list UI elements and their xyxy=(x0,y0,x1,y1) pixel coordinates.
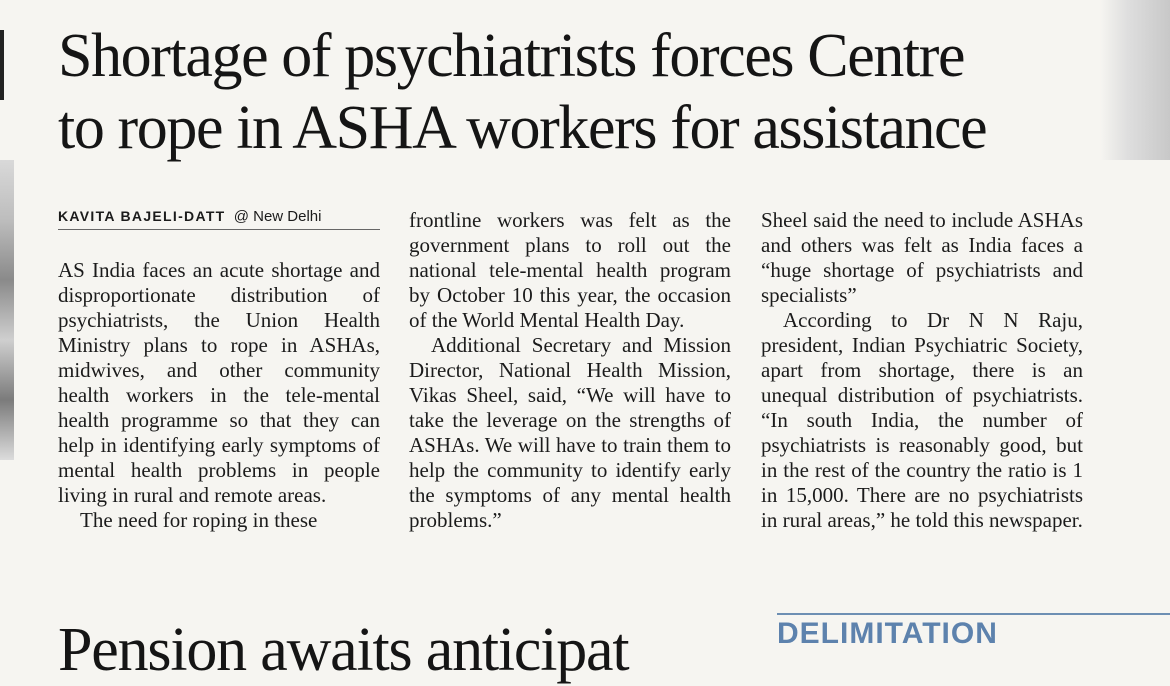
article-column-3 xyxy=(761,208,1083,533)
article-column-2 xyxy=(409,208,731,533)
headline-line-1: Shortage of psychiatrists forces Centre xyxy=(58,22,965,90)
article-headline xyxy=(58,20,1118,164)
author-name: KAVITA BAJELI-DATT xyxy=(58,208,226,224)
paragraph: Additional Secretary and Mission Director, National Health Mission, Vikas Sheel, said, “We will have to take the leverage on the strengths of ASHAs. We will have to train them to help the community to identify early the symptoms of any mental health problems.” xyxy=(409,333,731,532)
paragraph: AS India faces an acute shortage and disproportionate distribution of psychiatrists, the Union Health Ministry plans to rope in ASHAs, midwives, and other community health workers in the tele-mental health programme so that they can help in identifying early symptoms of mental health problems in people living in rural and remote areas. xyxy=(58,258,380,507)
next-article-headline: Pension awaits anticipat xyxy=(58,616,629,684)
paragraph: Sheel said the need to include ASHAs and others was felt as India faces a “huge shortage of psychiatrists and specialists” xyxy=(761,208,1083,307)
dateline-location: @ New Delhi xyxy=(233,208,322,225)
paragraph: According to Dr N N Raju, president, Indian Psychiatric Society, apart from shortage, there is an unequal distribution of psychiatrists. “In south India, the number of psychiatrists is reasonably good, but in the rest of the country the ratio is 1 in 15,000. There are no psychiatrists in rural areas,” he told this newspaper. xyxy=(761,308,1083,532)
section-label: DELIMITATION xyxy=(777,617,998,650)
headline-line-2: to rope in ASHA workers for assistance xyxy=(58,94,987,162)
adjacent-photo xyxy=(0,160,14,460)
paragraph: The need for roping in these xyxy=(80,508,318,532)
paragraph: frontline workers was felt as the government plans to roll out the national tele-mental health program by October 10 this year, the occasion of the World Mental Health Day. xyxy=(409,208,731,332)
byline xyxy=(58,208,380,230)
section-box xyxy=(777,613,1170,650)
adjacent-column-rule xyxy=(0,30,4,100)
article-column-1 xyxy=(58,258,380,533)
adjacent-page-edge xyxy=(0,0,16,633)
